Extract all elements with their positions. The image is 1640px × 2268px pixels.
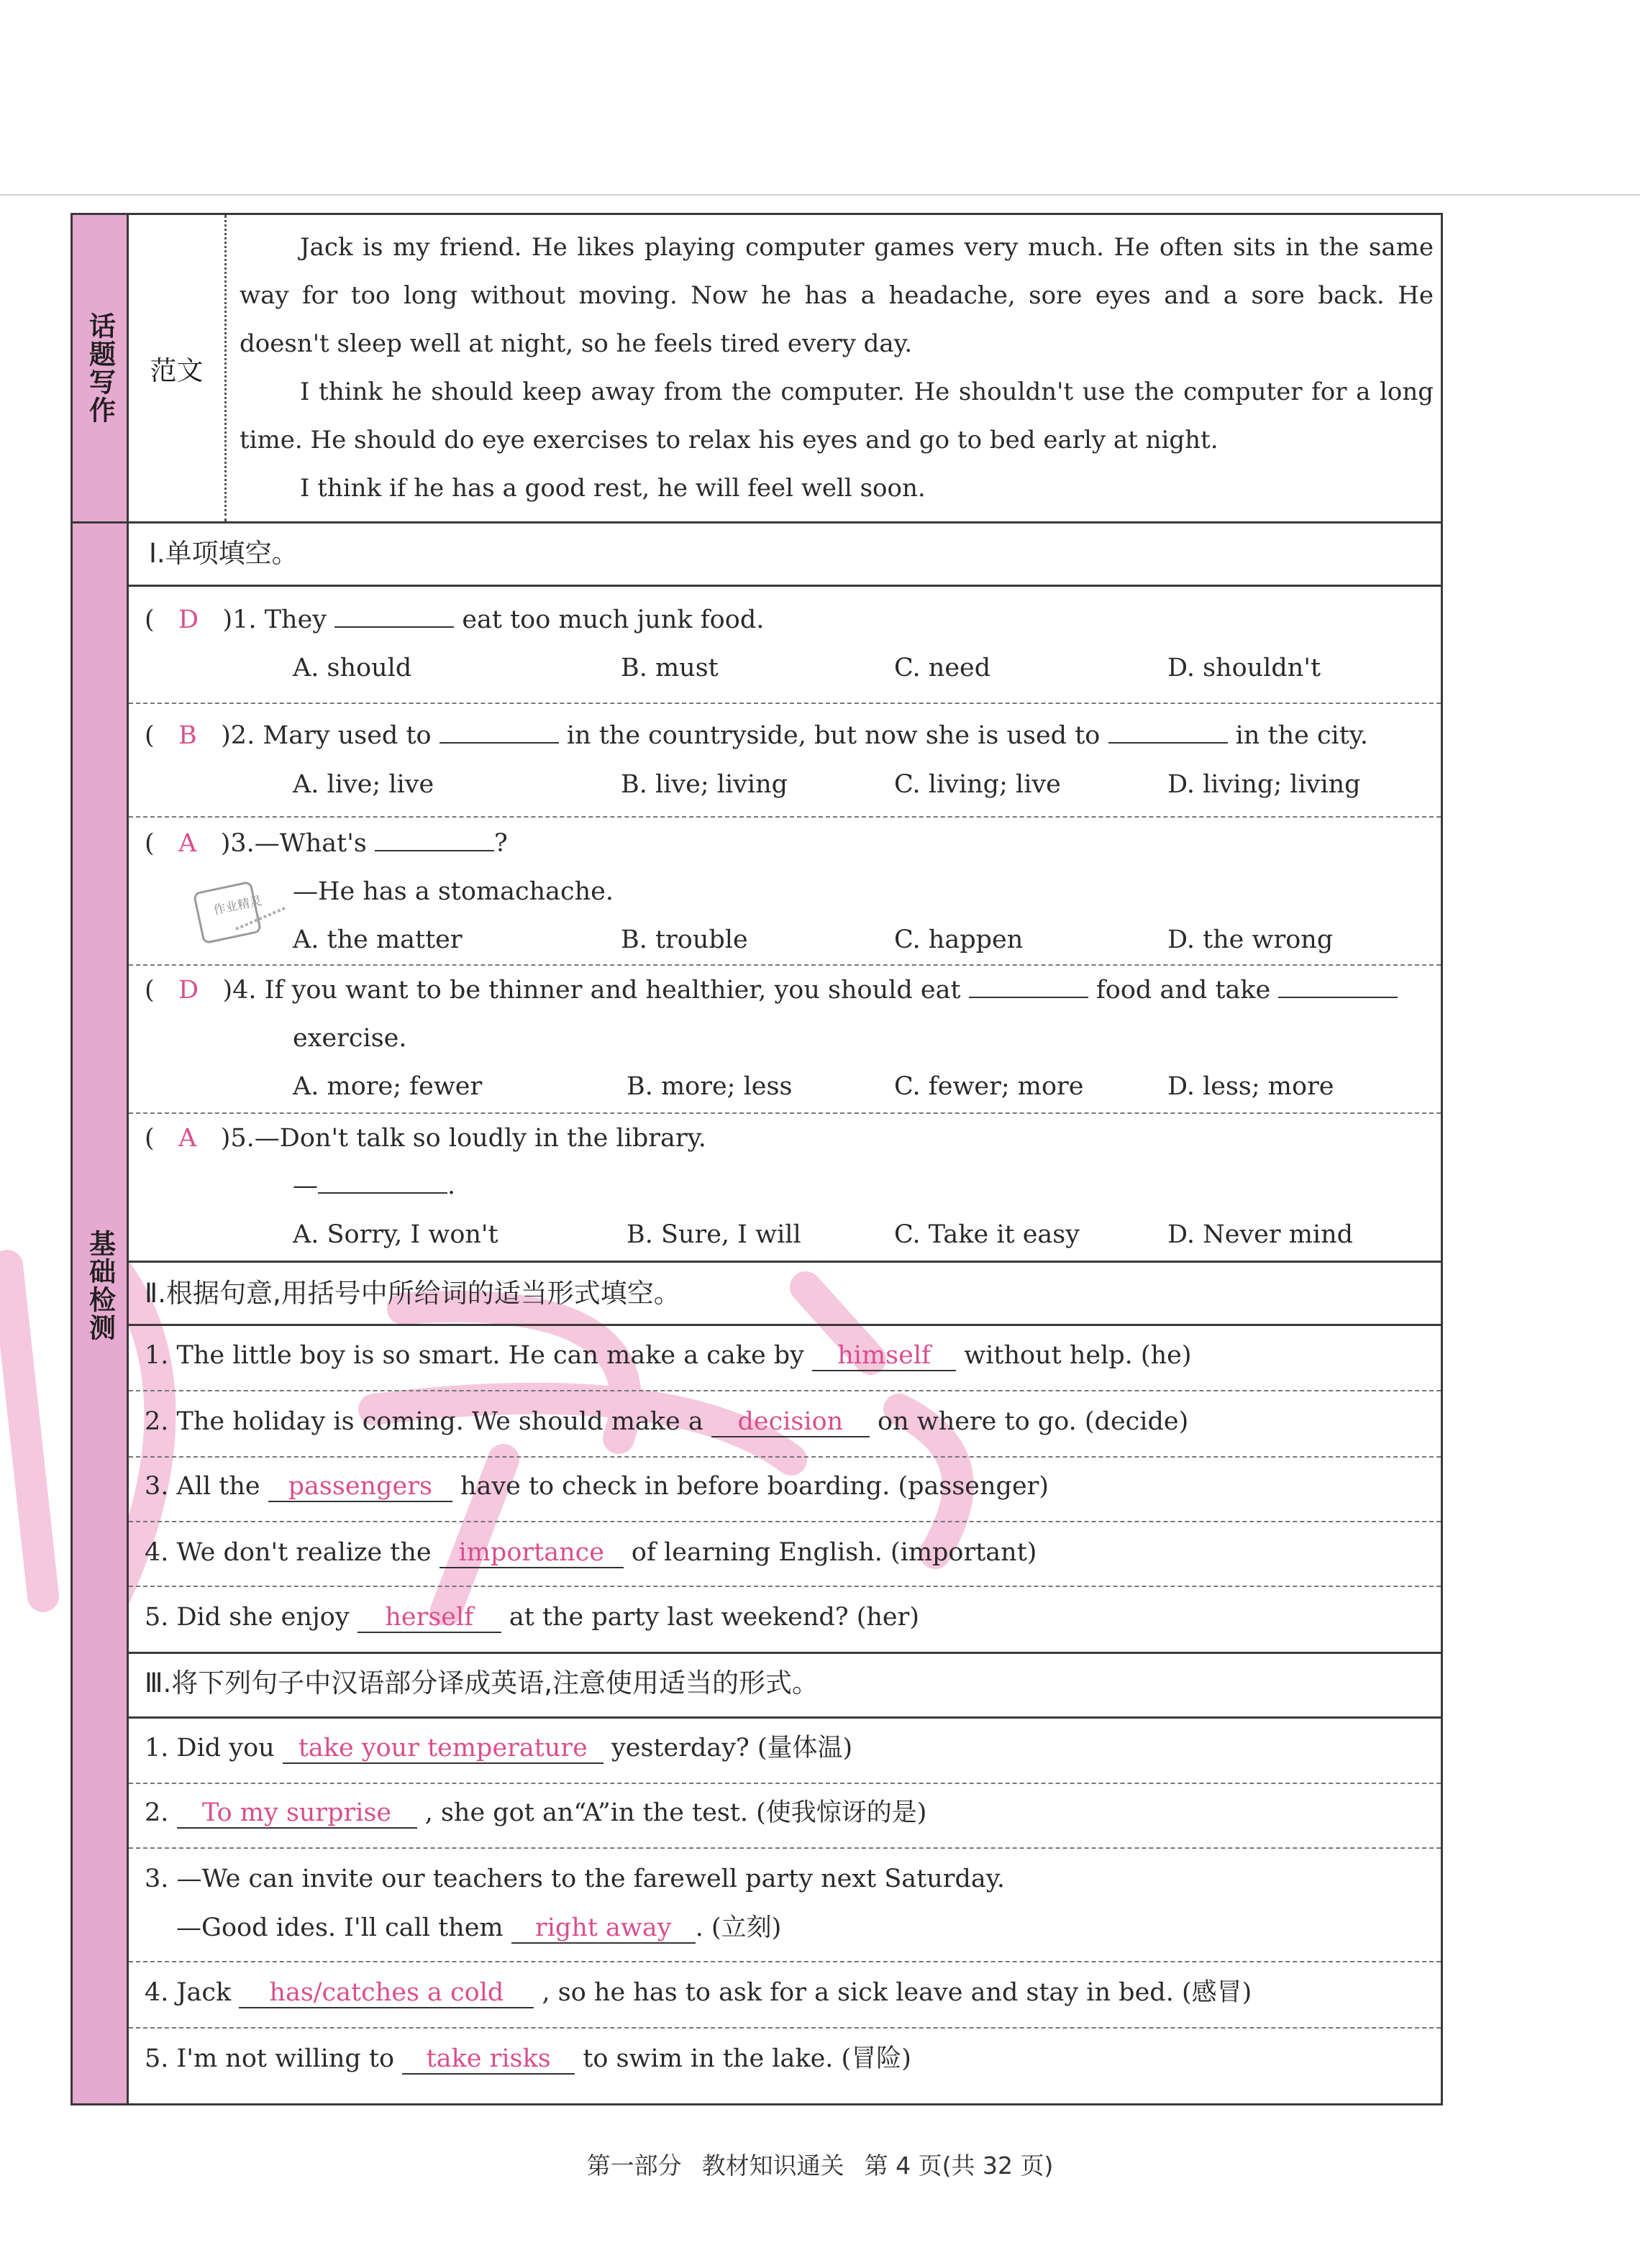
- translate-item-3: 3. —We can invite our teachers to the farewell party next Saturday.: [145, 1865, 1006, 1893]
- option-a: A. the matter: [293, 925, 463, 954]
- option-d: D. shouldn't: [1167, 654, 1321, 682]
- blank: [375, 850, 494, 851]
- divider: [129, 1586, 1441, 1587]
- option-d: D. less; more: [1167, 1072, 1334, 1101]
- divider: [129, 1961, 1441, 1962]
- option-d: D. Never mind: [1167, 1220, 1354, 1249]
- model-essay-label: 范文: [129, 215, 227, 521]
- option-c: C. happen: [894, 925, 1024, 954]
- divider: [129, 964, 1441, 966]
- essay-paragraph: Jack is my friend. He likes playing computer games very much. He often sits in the same way for too long without moving. Now he has a headache, sore eyes and a sore back. He doesn't sleep well at night, so he feels tired every day.: [240, 233, 1434, 358]
- divider: [129, 1652, 1441, 1654]
- option-c: C. need: [894, 654, 991, 682]
- question-1: ( D )1. They eat too much junk food.: [145, 605, 765, 634]
- divider: [129, 1716, 1441, 1719]
- answer-take-risks: take risks: [402, 2044, 575, 2075]
- answer-importance: importance: [439, 1538, 624, 1568]
- divider: [129, 2027, 1441, 2029]
- question-3: ( A )3.—What's ?: [145, 829, 508, 858]
- divider: [129, 1112, 1441, 1114]
- answer-passengers: passengers: [268, 1472, 452, 1502]
- answer-2: B: [178, 721, 197, 750]
- blank: [969, 997, 1088, 998]
- top-rule: [0, 194, 1640, 196]
- side-label-basic-test: 基础检测: [73, 521, 129, 2103]
- option-b: B. more; less: [627, 1072, 793, 1101]
- answer-5: A: [178, 1124, 197, 1153]
- fill-item-5: 5. Did she enjoy herself at the party last weekend? (her): [145, 1603, 920, 1632]
- question-5: ( A )5.—Don't talk so loudly in the library.: [145, 1124, 706, 1153]
- option-b: B. must: [621, 654, 719, 682]
- divider: [129, 1261, 1441, 1263]
- answer-himself: himself: [812, 1341, 956, 1371]
- divider: [129, 1783, 1441, 1784]
- stamp-text: 作业精灵: [212, 893, 263, 918]
- translate-item-3-reply: —Good ides. I'll call them right away . (立刻): [176, 1913, 782, 1942]
- divider: [129, 703, 1441, 704]
- translate-item-1: 1. Did you take your temperature yesterday? (量体温): [145, 1734, 853, 1762]
- translate-item-5: 5. I'm not willing to take risks to swim in the lake. (冒险): [145, 2044, 911, 2073]
- blank: [1278, 997, 1398, 998]
- footer-section: 教材知识通关: [701, 2152, 844, 2180]
- homework-stamp: [186, 879, 293, 951]
- fill-item-2: 2. The holiday is coming. We should make a decision on where to go. (decide): [145, 1407, 1189, 1436]
- continuation: exercise.: [293, 1024, 407, 1053]
- reply: —He has a stomachache.: [293, 877, 614, 906]
- blank: [318, 1192, 447, 1194]
- question-4: ( D )4. If you want to be thinner and healthier, you should eat food and take: [145, 974, 1398, 1006]
- blank: [439, 742, 559, 744]
- divider: [129, 1847, 1441, 1849]
- option-a: A. Sorry, I won't: [293, 1220, 498, 1249]
- option-a: A. live; live: [293, 770, 434, 799]
- option-d: D. the wrong: [1167, 925, 1334, 954]
- option-d: D. living; living: [1167, 770, 1361, 799]
- essay-paragraph: I think if he has a good rest, he will feel well soon.: [300, 474, 926, 503]
- translate-item-2: 2. To my surprise , she got an“A”in the test. (使我惊讶的是): [145, 1798, 927, 1827]
- essay-paragraph: I think he should keep away from the computer. He shouldn't use the computer for a long time. He should do eye exercises to relax his eyes and go to bed early at night.: [240, 378, 1434, 454]
- divider: [129, 1456, 1441, 1458]
- option-a: A. should: [293, 654, 412, 682]
- divider: [129, 585, 1441, 587]
- divider: [129, 1521, 1441, 1522]
- translate-item-4: 4. Jack has/catches a cold , so he has to ask for a sick leave and stay in bed. (感冒): [145, 1978, 1252, 2007]
- option-b: B. live; living: [621, 770, 788, 799]
- fill-item-1: 1. The little boy is so smart. He can make a cake by himself without help. (he): [145, 1341, 1192, 1370]
- answer-3: A: [178, 829, 197, 858]
- divider: [129, 816, 1441, 818]
- side-label-topic-writing: 话题写作: [73, 215, 129, 521]
- section3-title: Ⅲ.将下列句子中汉语部分译成英语,注意使用适当的形式。: [145, 1668, 819, 1698]
- option-b: B. trouble: [621, 925, 748, 954]
- answer-decision: decision: [711, 1407, 870, 1437]
- option-c: C. living; live: [894, 770, 1061, 799]
- answer-1: D: [178, 605, 199, 634]
- worksheet-frame: [70, 213, 1443, 2105]
- divider: [129, 1390, 1441, 1391]
- answer-to-my-surprise: To my surprise: [177, 1798, 417, 1829]
- answer-right-away: right away: [511, 1913, 696, 1944]
- divider: [129, 1324, 1441, 1326]
- blank: [1108, 742, 1228, 744]
- page-footer: [0, 2147, 1640, 2181]
- footer-part: 第一部分: [586, 2152, 682, 2180]
- answer-herself: herself: [357, 1603, 501, 1633]
- answer-has-catches-a-cold: has/catches a cold: [239, 1978, 534, 2008]
- option-c: C. Take it easy: [894, 1220, 1080, 1249]
- reply: — .: [293, 1171, 456, 1200]
- question-2: ( B )2. Mary used to in the countryside, but now she is used to in the city.: [145, 721, 1369, 750]
- fill-item-4: 4. We don't realize the importance of learning English. (important): [145, 1538, 1037, 1567]
- footer-page: 第 4 页(共 32 页): [864, 2152, 1054, 2180]
- answer-take-your-temperature: take your temperature: [283, 1734, 603, 1764]
- option-a: A. more; fewer: [293, 1072, 483, 1101]
- option-c: C. fewer; more: [894, 1072, 1084, 1101]
- section1-title: Ⅰ.单项填空。: [149, 538, 299, 569]
- divider: [73, 521, 1441, 523]
- section2-title: Ⅱ.根据句意,用括号中所给词的适当形式填空。: [145, 1278, 680, 1309]
- answer-4: D: [178, 976, 199, 1005]
- blank: [334, 626, 454, 628]
- fill-item-3: 3. All the passengers have to check in before boarding. (passenger): [145, 1472, 1049, 1501]
- model-essay: [240, 224, 1434, 513]
- option-b: B. Sure, I will: [627, 1220, 801, 1249]
